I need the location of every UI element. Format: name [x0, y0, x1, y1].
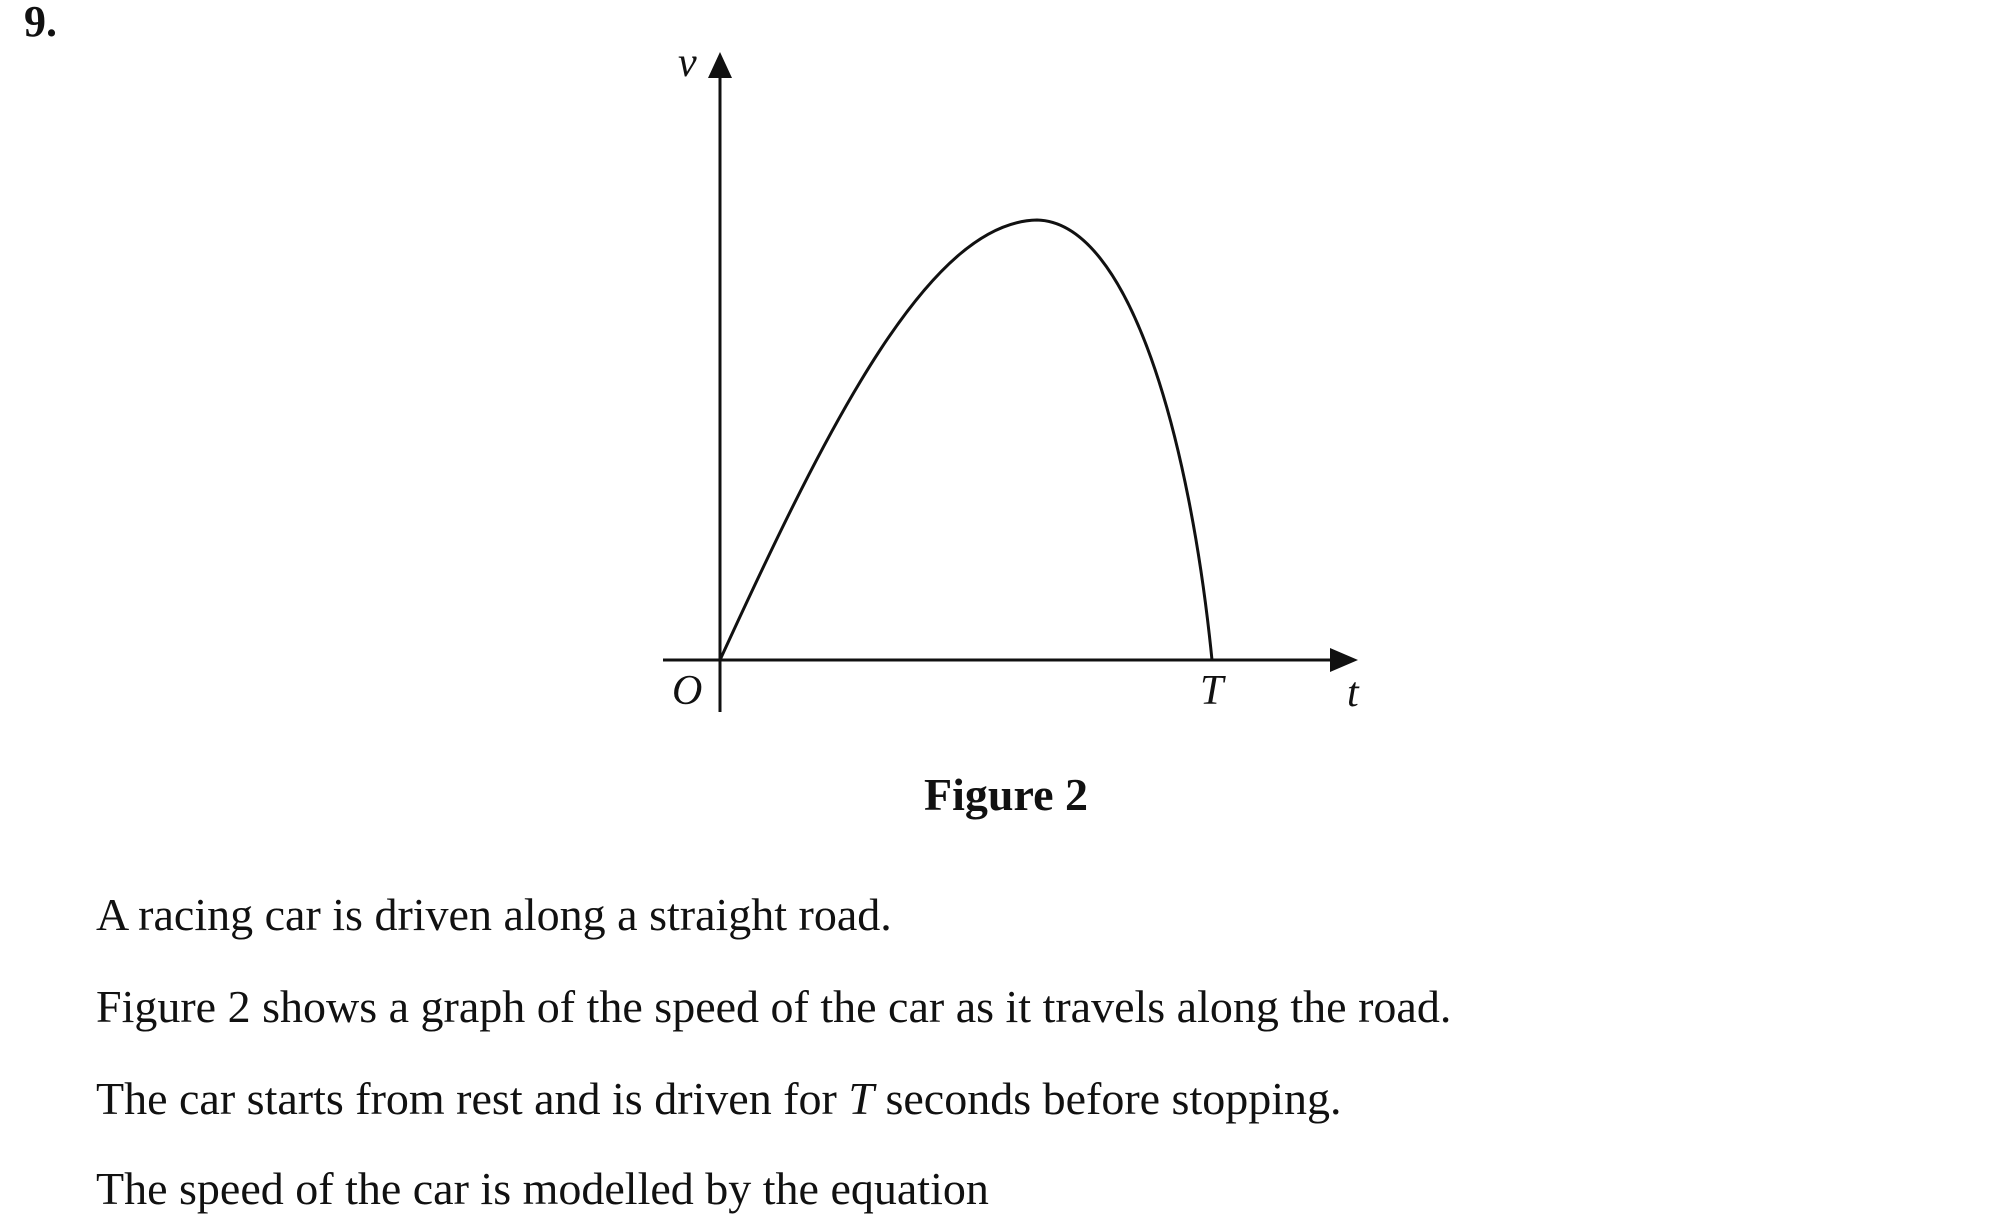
- figure-caption: Figure 2: [924, 769, 1088, 820]
- variable-t: T: [848, 1073, 874, 1124]
- end-time-label: T: [1200, 668, 1224, 714]
- paragraph-2: Figure 2 shows a graph of the speed of the car as it travels along the road.: [96, 981, 1452, 1032]
- x-axis-label: t: [1347, 670, 1359, 716]
- question-number: 9.: [24, 0, 57, 46]
- paragraph-3-end: seconds before stopping.: [873, 1073, 1342, 1124]
- paragraph-3-start: The car starts from rest and is driven for: [96, 1073, 849, 1124]
- x-axis-arrowhead: [1330, 648, 1358, 672]
- y-axis-label: v: [678, 40, 697, 86]
- speed-curve: [720, 220, 1212, 660]
- y-axis-arrowhead: [708, 52, 732, 78]
- paragraph-3: [96, 1073, 1342, 1124]
- origin-label: O: [672, 668, 703, 714]
- paragraph-1: A racing car is driven along a straight road.: [96, 889, 892, 940]
- paragraph-4: The speed of the car is modelled by the equation: [96, 1163, 989, 1214]
